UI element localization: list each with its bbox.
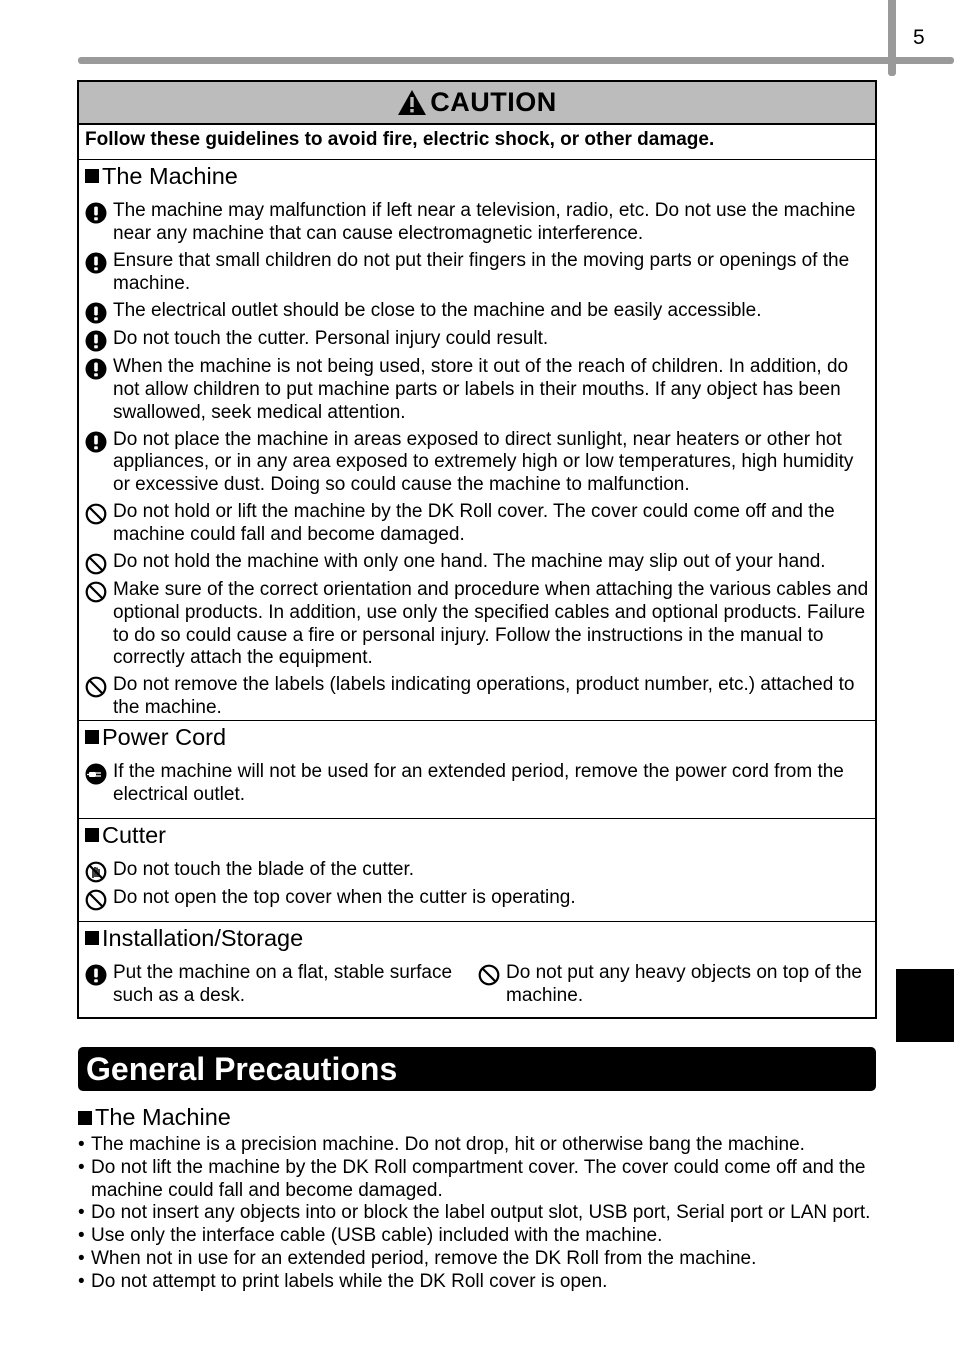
- bullet: •: [78, 1225, 85, 1247]
- prohibited-icon: [85, 676, 107, 698]
- caution-item: [85, 200, 871, 246]
- item-list: [85, 761, 871, 807]
- bullet: •: [78, 1270, 85, 1292]
- caution-item-text: The machine may malfunction if left near a television, radio, etc. Do not use the machine near any machine that can cause electromagnetic interference.: [113, 200, 856, 244]
- bullet: •: [78, 1134, 85, 1155]
- prohibited-icon: [85, 581, 107, 603]
- exclamation-icon: [85, 252, 107, 274]
- item-list: [85, 200, 871, 720]
- caution-item: [85, 551, 871, 575]
- caution-item-text: Do not touch the cutter. Personal injury could result.: [113, 327, 549, 349]
- general-section-heading: The Machine: [78, 1104, 231, 1131]
- caution-item-text: Do not open the top cover when the cutter is operating.: [113, 887, 576, 909]
- exclamation-icon: [85, 431, 107, 453]
- caution-item: [85, 328, 871, 352]
- caution-item: [85, 859, 871, 883]
- general-precautions-title: General Precautions: [78, 1047, 876, 1091]
- exclamation-icon: [85, 202, 107, 224]
- square-bullet-icon: [85, 169, 99, 183]
- prohibited-icon: [478, 964, 500, 986]
- list-item: [78, 1202, 876, 1225]
- section-power-cord: [79, 721, 875, 819]
- list-item-text: The machine is a precision machine. Do not drop, hit or otherwise bang the machine.: [91, 1134, 805, 1155]
- caution-item: [85, 250, 871, 296]
- section-the-machine: [79, 160, 875, 721]
- caution-item-text: Do not hold or lift the machine by the DK Roll cover. The cover could come off and the machine could fall and become damaged.: [113, 501, 835, 545]
- header-vertical-rule: [888, 0, 896, 76]
- exclamation-icon: [85, 330, 107, 352]
- page-number: 5: [913, 26, 925, 49]
- section-heading: Cutter: [85, 821, 871, 849]
- chapter-tab: [896, 969, 954, 1042]
- list-item: [78, 1134, 876, 1157]
- exclamation-icon: [85, 964, 107, 986]
- caution-item-text: Do not remove the labels (labels indicating operations, product number, etc.) attached to the machine.: [113, 674, 855, 719]
- caution-item: [85, 356, 871, 424]
- section-installation-storage: [79, 922, 875, 1017]
- caution-item-text: Do not hold the machine with only one hand. The machine may slip out of your hand.: [113, 550, 826, 572]
- prohibited-icon: [85, 503, 107, 525]
- square-bullet-icon: [85, 931, 99, 945]
- list-item: [78, 1271, 876, 1294]
- section-cutter: [79, 819, 875, 922]
- caution-item: [85, 501, 871, 547]
- list-item: [78, 1225, 876, 1248]
- prohibited-icon: [85, 889, 107, 911]
- list-item-text: Do not insert any objects into or block the label output slot, USB port, Serial port or LAN port.: [91, 1202, 871, 1224]
- unplug-icon: [85, 763, 107, 785]
- no-touch-icon: [85, 861, 107, 883]
- caution-item: [85, 429, 871, 497]
- caution-item-text: When the machine is not being used, store it out of the reach of children. In addition, do not allow children to put machine parts or labels in their mouths. If any object has been swallowed, seek medical attention.: [113, 355, 849, 423]
- general-precautions-list: [78, 1134, 876, 1294]
- caution-item: [85, 579, 871, 670]
- list-item-text: When not in use for an extended period, remove the DK Roll from the machine.: [91, 1247, 757, 1269]
- item-list: [85, 962, 871, 1012]
- caution-header: [79, 82, 875, 125]
- caution-item-text: Ensure that small children do not put their fingers in the moving parts or openings of the machine.: [113, 249, 850, 294]
- warning-triangle-icon: [397, 89, 427, 116]
- list-item-text: Do not lift the machine by the DK Roll compartment cover. The cover could come off and the machine could fall and become damaged.: [91, 1156, 866, 1201]
- bullet: •: [78, 1156, 85, 1178]
- list-item: [78, 1248, 876, 1271]
- section-heading: Power Cord: [85, 723, 871, 751]
- caution-box: [77, 80, 877, 1019]
- caution-item-text: Make sure of the correct orientation and procedure when attaching the various cables and optional products. In addition, use only the specified cables and optional products. Failure to do so could cause a fire or personal injury. Follow the instructions in the manual to correctly attach the equipment.: [113, 579, 869, 669]
- caution-item-text: Do not touch the blade of the cutter.: [113, 859, 415, 880]
- section-heading: The Machine: [85, 162, 871, 190]
- caution-item: [85, 962, 478, 1008]
- caution-item: [85, 761, 871, 807]
- caution-item: [85, 887, 871, 911]
- exclamation-icon: [85, 358, 107, 380]
- square-bullet-icon: [85, 828, 99, 842]
- caution-item-text: Do not put any heavy objects on top of the machine.: [506, 962, 862, 1006]
- section-heading: Installation/Storage: [85, 924, 871, 952]
- header-rule: [78, 57, 954, 64]
- caution-item-text: Do not place the machine in areas exposed to direct sunlight, near heaters or other hot appliances, or in any area exposed to extremely high or low temperatures, high humidity or excessive dust. Doing so could cause the machine to malfunction.: [113, 428, 854, 496]
- bullet: •: [78, 1247, 85, 1269]
- caution-item-text: If the machine will not be used for an extended period, remove the power cord from the electrical outlet.: [113, 761, 844, 805]
- exclamation-icon: [85, 302, 107, 324]
- list-item: [78, 1157, 876, 1203]
- caution-item: [85, 300, 871, 324]
- caution-item-text: Put the machine on a flat, stable surface such as a desk.: [113, 962, 453, 1006]
- caution-item-text: The electrical outlet should be close to the machine and be easily accessible.: [113, 299, 762, 321]
- caution-title: CAUTION: [430, 87, 557, 117]
- caution-intro: Follow these guidelines to avoid fire, electric shock, or other damage.: [79, 125, 875, 160]
- item-list: [85, 859, 871, 911]
- list-item-text: Use only the interface cable (USB cable) included with the machine.: [91, 1225, 663, 1247]
- square-bullet-icon: [78, 1111, 92, 1125]
- bullet: •: [78, 1202, 85, 1224]
- caution-item: [85, 674, 871, 720]
- list-item-text: Do not attempt to print labels while the DK Roll cover is open.: [91, 1270, 608, 1292]
- square-bullet-icon: [85, 730, 99, 744]
- prohibited-icon: [85, 553, 107, 575]
- caution-item: [478, 962, 871, 1008]
